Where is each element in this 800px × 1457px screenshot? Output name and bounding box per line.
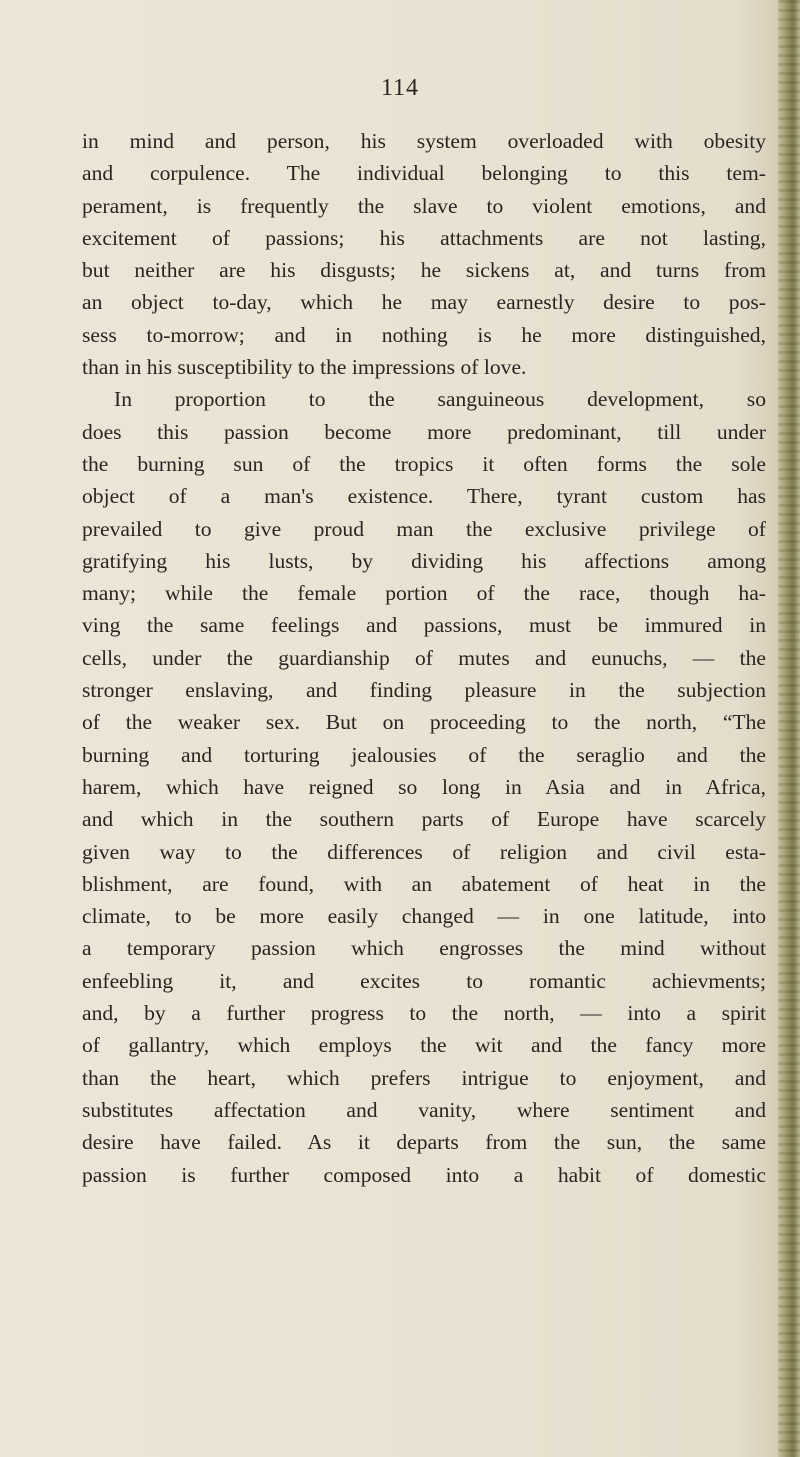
text-line: climate, to be more easily changed — in one latitude, into [82,904,766,929]
text-line: desire have failed. As it departs from the sun, the same [82,1130,766,1155]
text-line: a temporary passion which engrosses the mind without [82,936,766,961]
text-line: passion is further composed into a habit of domestic [82,1162,766,1187]
text-line: sess to-morrow; and in nothing is he more distinguished, [82,322,766,347]
text-line: object of a man's existence. There, tyrant custom has [82,484,766,509]
text-line: in mind and person, his system overloaded with obesity [82,129,766,153]
text-line: enfeebling it, and excites to romantic achievments; [82,968,766,993]
body-text [82,125,766,1191]
paragraph-1 [82,125,766,383]
text-line: gratifying his lusts, by dividing his affections among [82,548,766,573]
text-line: ving the same feelings and passions, must be immured in [82,613,766,638]
text-line: burning and torturing jealousies of the seraglio and the [82,742,766,767]
text-line: does this passion become more predominant, till under [82,419,766,444]
text-line: stronger enslaving, and finding pleasure in the subjection [82,678,766,703]
text-line: many; while the female portion of the race, though ha- [82,581,766,606]
page-edge-shadow [778,0,800,1457]
paragraph-2 [82,383,766,1190]
text-line: but neither are his disgusts; he sickens at, and turns from [82,258,766,283]
text-line: than the heart, which prefers intrigue to enjoyment, and [82,1065,766,1090]
text-line: the burning sun of the tropics it often forms the sole [82,451,766,476]
text-line: and which in the southern parts of Europe have scarcely [82,807,766,832]
text-line: perament, is frequently the slave to violent emotions, and [82,193,766,218]
text-line: substitutes affectation and vanity, where sentiment and [82,1097,766,1122]
text-line: cells, under the guardianship of mutes and eunuchs, — the [82,645,766,670]
text-line: harem, which have reigned so long in Asia and in Africa, [82,774,766,799]
text-line: given way to the differences of religion and civil esta- [82,839,766,864]
text-line: In proportion to the sanguineous development, so [114,387,766,412]
text-line: than in his susceptibility to the impressions of love. [82,355,527,380]
text-line: an object to-day, which he may earnestly desire to pos- [82,290,766,315]
text-line: blishment, are found, with an abatement of heat in the [82,871,766,896]
text-line: prevailed to give proud man the exclusive privilege of [82,516,766,541]
text-line: excitement of passions; his attachments are not lasting, [82,225,766,250]
text-line: and, by a further progress to the north, — into a spirit [82,1001,766,1026]
page-number: 114 [380,75,420,101]
text-line: and corpulence. The individual belonging to this tem- [82,161,766,186]
text-line: of gallantry, which employs the wit and the fancy more [82,1033,766,1058]
text-line: of the weaker sex. But on proceeding to the north, “The [82,710,766,735]
